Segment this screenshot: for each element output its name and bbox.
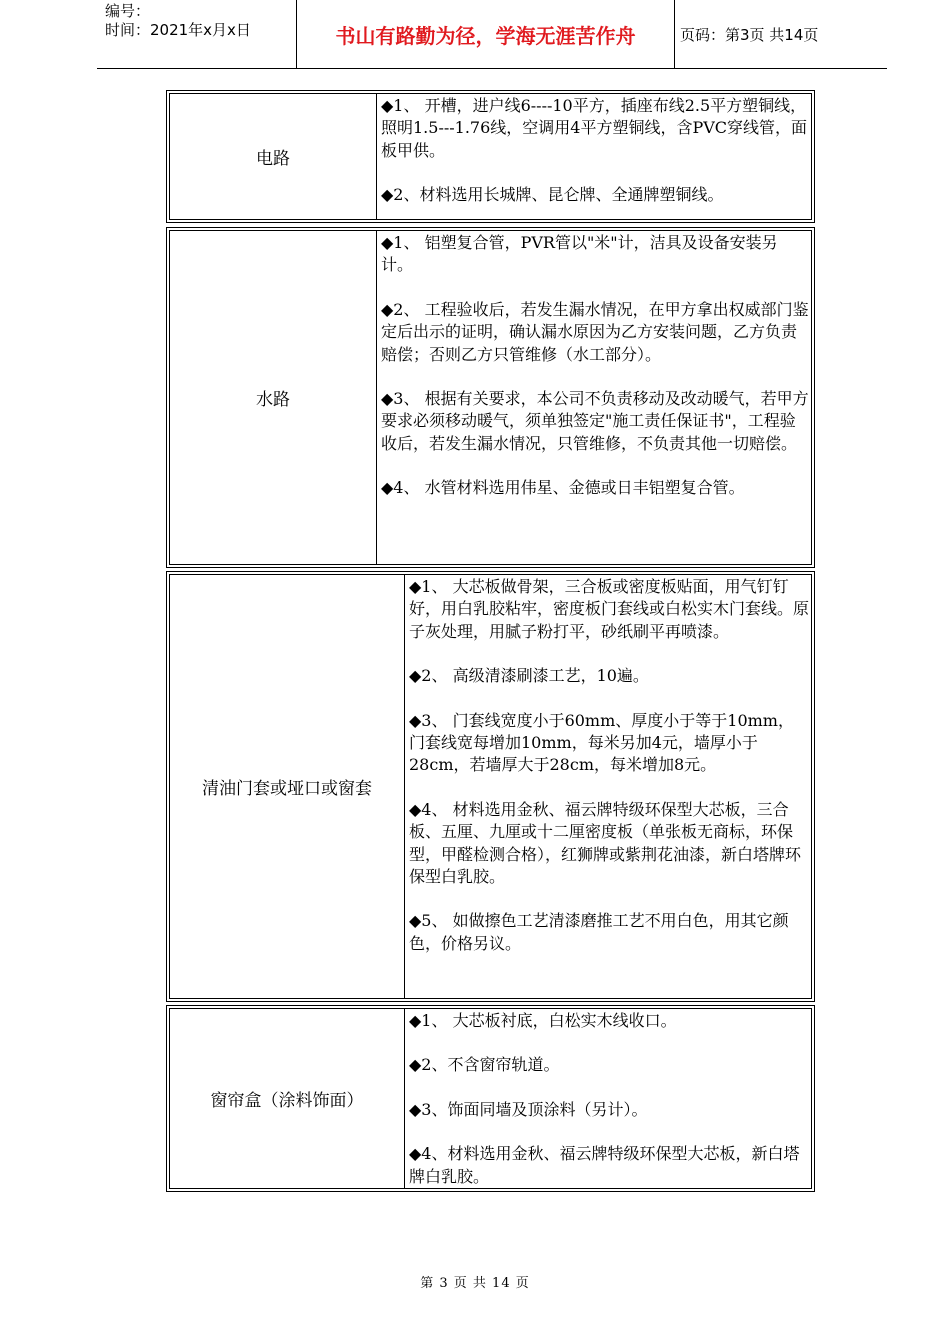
spec-row-door-trim	[166, 571, 815, 1002]
row-details	[376, 94, 811, 219]
detail-item: ◆4、 材料选用金秋、福云牌特级环保型大芯板，三合板、五厘、九厘或十二厘密度板（单张板无商标，环保型，甲醛检测合格），红狮牌或紫荆花油漆，新白塔牌环保型白乳胶。	[409, 799, 802, 887]
spec-row-curtain-box	[166, 1005, 815, 1192]
detail-item: ◆1、 开槽，进户线6----10平方，插座布线2.5平方塑铜线，照明1.5---1.76线，空调用4平方塑铜线，含PVC穿线管，面板甲供。	[381, 96, 808, 160]
row-label: 窗帘盒（涂料饰面）	[210, 1091, 364, 1111]
row-label: 水路	[256, 390, 290, 410]
detail-item: ◆2、 工程验收后，若发生漏水情况，在甲方拿出权威部门鉴定后出示的证明，确认漏水原因为乙方安装问题，乙方负责赔偿；否则乙方只管维修（水工部分）。	[381, 299, 809, 364]
detail-item: ◆5、 如做擦色工艺清漆磨推工艺不用白色，用其它颜色，价格另议。	[409, 911, 789, 953]
header-motto: 书山有路勤为径，学海无涯苦作舟	[335, 24, 636, 48]
detail-item: ◆4、材料选用金秋、福云牌特级环保型大芯板，新白塔牌白乳胶。	[409, 1144, 800, 1186]
detail-item: ◆1、 铝塑复合管，PVR管以"米"计，洁具及设备安装另计。	[381, 233, 778, 275]
detail-item: ◆3、饰面同墙及顶涂料（另计）。	[409, 1099, 648, 1119]
detail-item: ◆2、 高级清漆刷漆工艺，10遍。	[409, 666, 649, 686]
header-page-info: 页码：第3页 共14页	[680, 26, 819, 44]
row-details	[404, 1009, 811, 1188]
detail-item: ◆1、 大芯板衬底，白松实木线收口。	[409, 1011, 677, 1030]
spec-row-inner	[169, 93, 812, 220]
row-label: 电路	[256, 149, 290, 169]
spec-row-plumbing	[166, 227, 815, 568]
header-meta	[105, 2, 295, 40]
page-header	[97, 0, 887, 69]
row-label: 清油门套或垭口或窗套	[202, 779, 372, 799]
detail-item: ◆2、材料选用长城牌、昆仑牌、全通牌塑铜线。	[381, 185, 724, 205]
detail-item: ◆1、 大芯板做骨架，三合板或密度板贴面，用气钉钉好，用白乳胶粘牢，密度板门套线或白松实木门套线。原子灰处理，用腻子粉打平，砂纸刷平再喷漆。	[409, 577, 810, 641]
spec-row-inner	[169, 574, 812, 999]
spec-row-electrical	[166, 90, 815, 223]
detail-item: ◆3、 门套线宽度小于60mm、厚度小于等于10mm，门套线宽每增加10mm，每米另加4元，墙厚小于28cm，若墙厚大于28cm，每米增加8元。	[409, 710, 794, 775]
spec-row-inner	[169, 1008, 812, 1189]
page-footer: 第 3 页 共 14 页	[420, 1276, 530, 1291]
detail-item: ◆2、不含窗帘轨道。	[409, 1055, 560, 1075]
detail-item: ◆4、 水管材料选用伟星、金德或日丰铝塑复合管。	[381, 478, 745, 498]
row-details	[404, 575, 811, 998]
row-details	[376, 231, 811, 564]
document-time-label: 时间：2021年x月x日	[105, 21, 251, 39]
detail-item: ◆3、 根据有关要求，本公司不负责移动及改动暖气，若甲方要求必须移动暖气，须单独签定"施工责任保证书"，工程验收后，若发生漏水情况，只管维修，不负责其他一切赔偿。	[381, 389, 809, 453]
spec-row-inner	[169, 230, 812, 565]
document-number-label: 编号：	[105, 2, 151, 20]
header-divider-right	[674, 0, 675, 68]
